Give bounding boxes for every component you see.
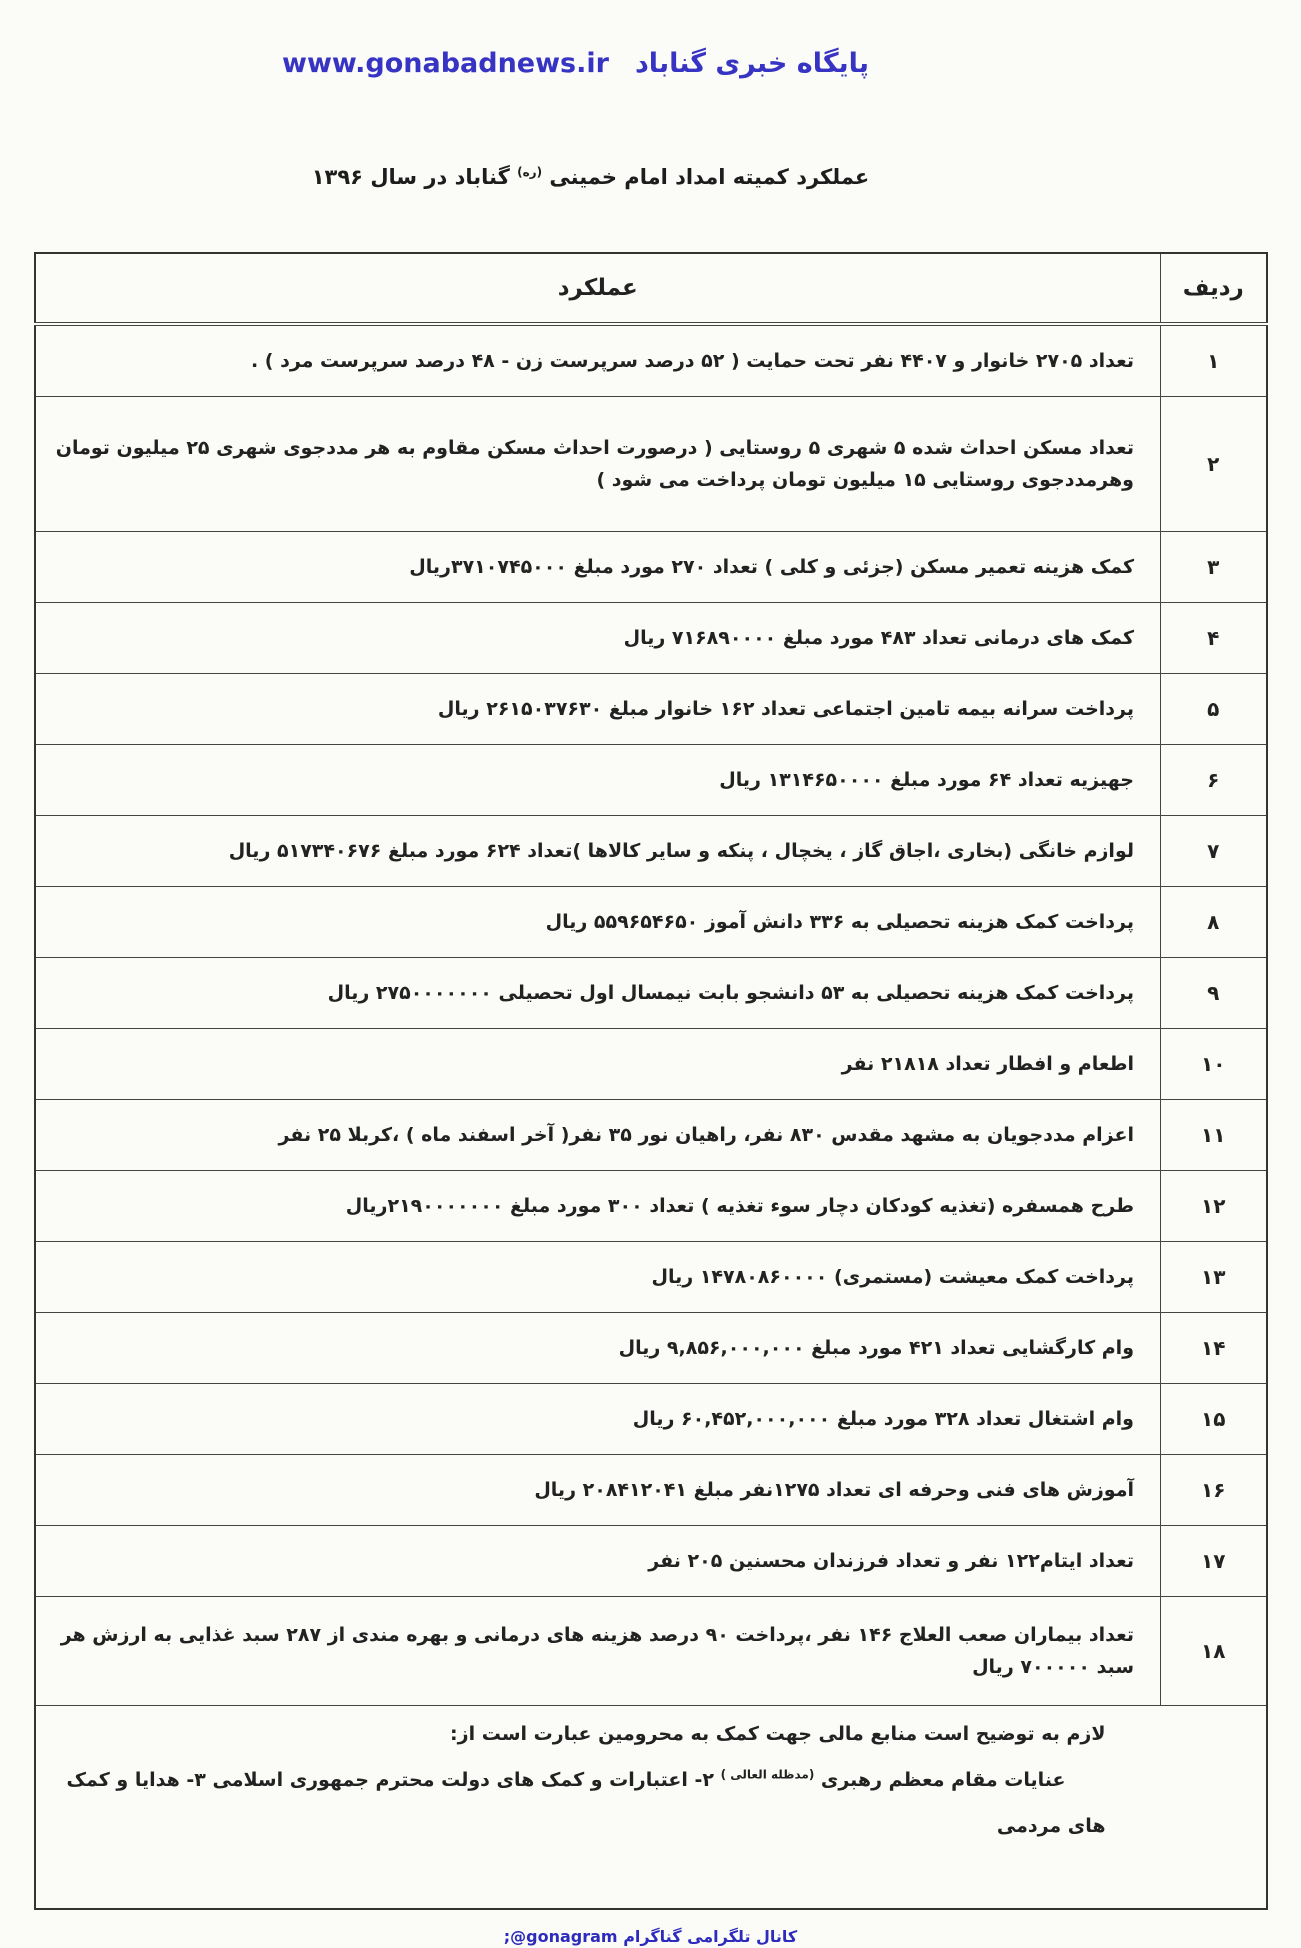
row-number-cell: ۷: [1161, 816, 1267, 887]
performance-cell: پرداخت کمک هزینه تحصیلی به ۵۳ دانشجو بابت نیمسال اول تحصیلی ۲۷۵۰۰۰۰۰۰۰ ریال: [35, 958, 1161, 1029]
row-number-cell: ۱۳: [1161, 1242, 1267, 1313]
performance-table: [34, 252, 1268, 1910]
table-row: [35, 603, 1267, 674]
performance-cell: تعداد ۲۷۰۵ خانوار و ۴۴۰۷ نفر تحت حمایت ( ۵۲ درصد سرپرست زن - ۴۸ درصد سرپرست مرد ) .: [35, 324, 1161, 397]
performance-cell: کمک های درمانی تعداد ۴۸۳ مورد مبلغ ۷۱۶۸۹۰۰۰۰ ریال: [35, 603, 1161, 674]
table-row: [35, 1384, 1267, 1455]
performance-cell: پرداخت کمک هزینه تحصیلی به ۳۳۶ دانش آموز ۵۵۹۶۵۴۶۵۰ ریال: [35, 887, 1161, 958]
table-row: [35, 1526, 1267, 1597]
table-row: [35, 816, 1267, 887]
table-row: [35, 958, 1267, 1029]
note-intro-line: لازم به توضیح است منابع مالی جهت کمک به محرومین عبارت است از:: [450, 1723, 1106, 1746]
table-row: [35, 1100, 1267, 1171]
row-number-cell: ۶: [1161, 745, 1267, 816]
note-wrap-line: های مردمی: [996, 1815, 1106, 1838]
table-row: [35, 1171, 1267, 1242]
row-number-cell: ۱۲: [1161, 1171, 1267, 1242]
performance-cell: کمک هزینه تعمیر مسکن (جزئی و کلی ) تعداد ۲۷۰ مورد مبلغ ۳۷۱۰۷۴۵۰۰۰ریال: [35, 532, 1161, 603]
column-header-performance: عملکرد: [35, 253, 1161, 324]
table-row: [35, 1242, 1267, 1313]
table-row: [35, 1455, 1267, 1526]
performance-cell: لوازم خانگی (بخاری ،اجاق گاز ، یخچال ، پنکه و سایر کالاها )تعداد ۶۲۴ مورد مبلغ ۵۱۷۳۴۰۶۷۶ ریال: [35, 816, 1161, 887]
site-header: [0, 46, 1301, 82]
note-honorific-superscript: (مدظله العالی ): [720, 1768, 815, 1783]
performance-cell: طرح همسفره (تغذیه کودکان دچار سوء تغذیه ) تعداد ۳۰۰ مورد مبلغ ۲۱۹۰۰۰۰۰۰۰ریال: [35, 1171, 1161, 1242]
performance-cell: پرداخت سرانه بیمه تامین اجتماعی تعداد ۱۶۲ خانوار مبلغ ۲۶۱۵۰۳۷۶۳۰ ریال: [35, 674, 1161, 745]
table-row: [35, 674, 1267, 745]
row-number-cell: ۱: [1161, 324, 1267, 397]
row-number-cell: ۱۴: [1161, 1313, 1267, 1384]
column-header-row-number: ردیف: [1161, 253, 1267, 324]
note-source-leader: عنایات مقام معظم رهبری: [814, 1769, 1066, 1792]
table-row: [35, 1029, 1267, 1100]
site-name-label: پایگاه خبری گناباد: [634, 48, 869, 79]
table-row: [35, 532, 1267, 603]
performance-cell: وام کارگشایی تعداد ۴۲۱ مورد مبلغ ۹,۸۵۶,۰۰۰,۰۰۰ ریال: [35, 1313, 1161, 1384]
performance-cell: وام اشتغال تعداد ۳۲۸ مورد مبلغ ۶۰,۴۵۲,۰۰۰,۰۰۰ ریال: [35, 1384, 1161, 1455]
performance-cell: جهیزیه تعداد ۶۴ مورد مبلغ ۱۳۱۴۶۵۰۰۰۰ ریال: [35, 745, 1161, 816]
row-number-cell: ۱۰: [1161, 1029, 1267, 1100]
table-header-row: [35, 253, 1267, 324]
table-row: [35, 745, 1267, 816]
funding-sources-note: [35, 1706, 1267, 1910]
table-row: [35, 887, 1267, 958]
table-row: [35, 397, 1267, 532]
table-row: [35, 1597, 1267, 1706]
document-title-text: عملکرد کمیته امداد امام خمینی: [542, 165, 870, 190]
row-number-cell: ۱۸: [1161, 1597, 1267, 1706]
row-number-cell: ۴: [1161, 603, 1267, 674]
performance-cell: آموزش های فنی وحرفه ای تعداد ۱۲۷۵نفر مبلغ ۲۰۸۴۱۲۰۴۱ ریال: [35, 1455, 1161, 1526]
row-number-cell: ۱۱: [1161, 1100, 1267, 1171]
performance-cell: پرداخت کمک معیشت (مستمری) ۱۴۷۸۰۸۶۰۰۰۰ ریال: [35, 1242, 1161, 1313]
telegram-channel-label: کانال تلگرامی گناگرام: [623, 1927, 798, 1947]
table-row: [35, 324, 1267, 397]
performance-cell: اطعام و افطار تعداد ۲۱۸۱۸ نفر: [35, 1029, 1161, 1100]
row-number-cell: ۹: [1161, 958, 1267, 1029]
telegram-channel-footer: [0, 1926, 1301, 1948]
document-title-year: گناباد در سال ۱۳۹۶: [311, 165, 518, 190]
row-number-cell: ۸: [1161, 887, 1267, 958]
row-number-cell: ۱۶: [1161, 1455, 1267, 1526]
note-source-items: ۲- اعتبارات و کمک های دولت محترم جمهوری اسلامی ۳- هدایا و کمک: [66, 1769, 721, 1792]
site-url-link: www.gonabadnews.ir: [282, 48, 609, 79]
telegram-trailing-mark: ;: [503, 1927, 511, 1947]
performance-cell: تعداد مسکن احداث شده ۵ شهری ۵ روستایی ( درصورت احداث مسکن مقاوم به هر مددجوی شهری ۲۵ میلیون تومان وهرمددجوی روستایی ۱۵ میلیون تومان پرداخت می شود ): [35, 397, 1161, 532]
scanned-document-page: [0, 46, 1301, 1947]
title-honorific-superscript: (ره): [517, 165, 543, 180]
performance-cell: تعداد بیماران صعب العلاج ۱۴۶ نفر ،پرداخت ۹۰ درصد هزینه های درمانی و بهره مندی از ۲۸۷ سبد غذایی به ارزش هر سبد ۷۰۰۰۰۰ ریال: [35, 1597, 1161, 1706]
performance-cell: اعزام مددجویان به مشهد مقدس ۸۳۰ نفر، راهیان نور ۳۵ نفر( آخر اسفند ماه ) ،کربلا ۲۵ نفر: [35, 1100, 1161, 1171]
row-number-cell: ۵: [1161, 674, 1267, 745]
row-number-cell: ۲: [1161, 397, 1267, 532]
funding-sources-note-row: [35, 1706, 1267, 1910]
row-number-cell: ۳: [1161, 532, 1267, 603]
performance-cell: تعداد ایتام۱۲۲ نفر و تعداد فرزندان محسنین ۲۰۵ نفر: [35, 1526, 1161, 1597]
row-number-cell: ۱۵: [1161, 1384, 1267, 1455]
table-row: [35, 1313, 1267, 1384]
row-number-cell: ۱۷: [1161, 1526, 1267, 1597]
note-sources-line: [56, 1764, 1226, 1796]
telegram-handle: @gonagram: [510, 1927, 618, 1947]
document-title: [0, 162, 1301, 192]
